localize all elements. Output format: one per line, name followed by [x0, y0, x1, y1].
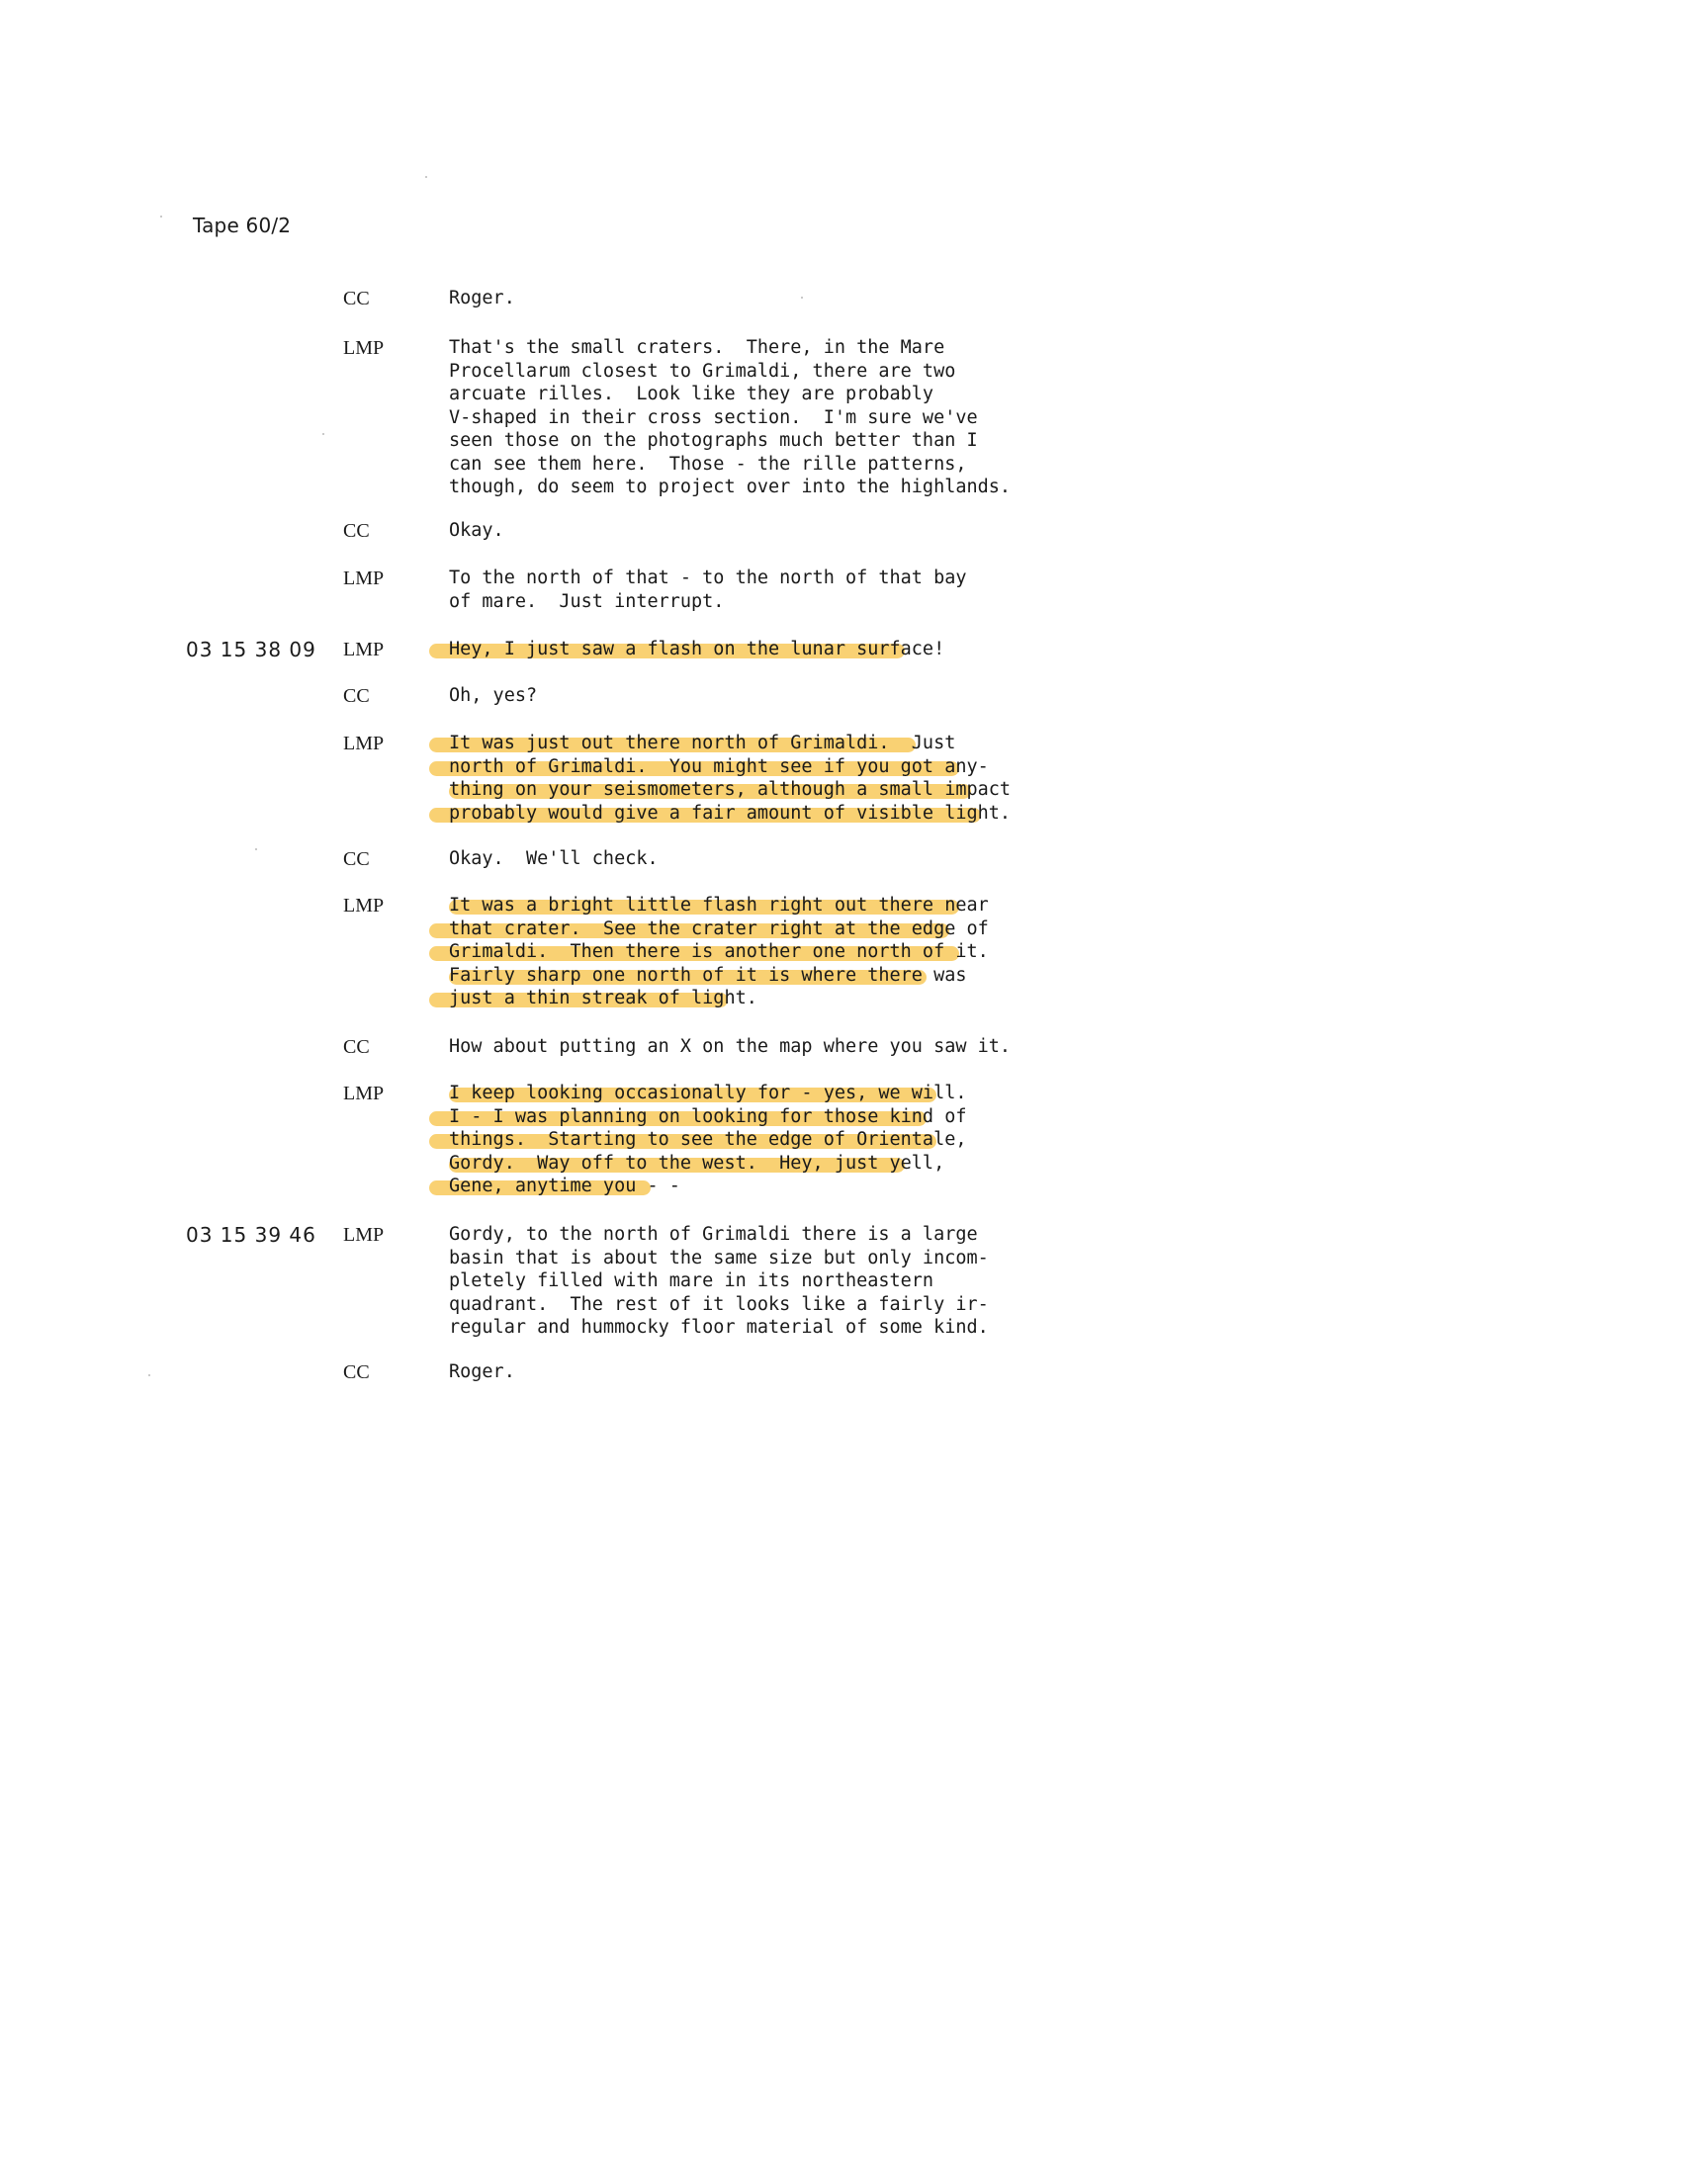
- utterance-text: [449, 847, 1082, 871]
- line-text: though, do seem to project over into the highlands.: [449, 477, 1012, 497]
- highlighted-line: [449, 1082, 1082, 1105]
- utterance-text: [449, 1360, 1082, 1384]
- speaker-label: LMP: [343, 337, 385, 359]
- utterance-text: [449, 894, 1082, 1010]
- line-text: can see them here. Those - the rille patterns,: [449, 453, 967, 475]
- line-text: Fairly sharp one north of it is where there was: [449, 964, 967, 986]
- text-line: [449, 567, 1082, 590]
- text-line: [449, 406, 1082, 430]
- line-text: north of Grimaldi. You might see if you got any-: [449, 755, 989, 777]
- tape-label: Tape 60/2: [193, 214, 292, 237]
- utterance-text: [449, 287, 1082, 310]
- speaker-label: LMP: [343, 639, 385, 660]
- line-text: That's the small craters. There, in the Mare: [449, 337, 945, 358]
- line-text: Roger.: [449, 1361, 515, 1382]
- line-text: V-shaped in their cross section. I'm sure we've: [449, 406, 978, 428]
- speaker-label: CC: [343, 1361, 370, 1383]
- highlighted-line: [449, 894, 1082, 917]
- highlighted-line: [449, 755, 1082, 779]
- speaker-label: LMP: [343, 1224, 385, 1246]
- speaker-label: LMP: [343, 895, 385, 917]
- line-text: Gene, anytime you - -: [449, 1176, 680, 1196]
- text-line: [449, 287, 1082, 310]
- scan-speck: [255, 848, 257, 850]
- line-text: just a thin streak of light.: [449, 988, 757, 1008]
- text-line: [449, 1223, 1082, 1247]
- line-text: Procellarum closest to Grimaldi, there are two: [449, 360, 956, 382]
- line-text: thing on your seismometers, although a small impact: [449, 779, 1012, 800]
- line-text: that crater. See the crater right at the edge of: [449, 917, 989, 939]
- line-text: Grimaldi. Then there is another one north of it.: [449, 941, 989, 962]
- line-text: Gordy. Way off to the west. Hey, just yell,: [449, 1152, 945, 1174]
- speaker-label: CC: [343, 848, 370, 870]
- utterance-text: [449, 684, 1082, 708]
- line-text: How about putting an X on the map where you saw it.: [449, 1036, 1012, 1057]
- scan-speck: [322, 433, 324, 435]
- speaker-label: CC: [343, 288, 370, 309]
- utterance-text: [449, 1223, 1082, 1340]
- line-text: regular and hummocky floor material of some kind.: [449, 1317, 989, 1338]
- speaker-label: LMP: [343, 568, 385, 589]
- line-text: I keep looking occasionally for - yes, we will.: [449, 1083, 967, 1103]
- line-text: probably would give a fair amount of visible light.: [449, 802, 1012, 824]
- scan-speck: [425, 176, 427, 178]
- utterance-text: [449, 1035, 1082, 1059]
- text-line: [449, 429, 1082, 453]
- line-text: Oh, yes?: [449, 685, 538, 706]
- text-line: [449, 476, 1082, 499]
- utterance-text: [449, 1082, 1082, 1198]
- line-text: arcuate rilles. Look like they are probably: [449, 384, 934, 404]
- text-line: [449, 847, 1082, 871]
- scan-speck: [160, 216, 162, 218]
- line-text: Roger.: [449, 288, 515, 308]
- utterance-text: [449, 638, 1082, 661]
- text-line: [449, 1293, 1082, 1317]
- text-line: [449, 1035, 1082, 1059]
- line-text: Hey, I just saw a flash on the lunar surface!: [449, 639, 945, 659]
- text-line: [449, 519, 1082, 543]
- line-text: It was a bright little flash right out there near: [449, 895, 989, 916]
- line-text: pletely filled with mare in its northeastern: [449, 1270, 934, 1291]
- utterance-text: [449, 732, 1082, 825]
- text-line: [449, 1247, 1082, 1270]
- line-text: of mare. Just interrupt.: [449, 590, 725, 612]
- highlighted-line: [449, 638, 1082, 661]
- text-line: [449, 360, 1082, 384]
- line-text: To the north of that - to the north of that bay: [449, 568, 967, 588]
- text-line: [449, 336, 1082, 360]
- line-text: It was just out there north of Grimaldi. Just: [449, 733, 956, 753]
- text-line: [449, 590, 1082, 614]
- highlighted-line: [449, 917, 1082, 941]
- highlighted-line: [449, 1152, 1082, 1176]
- speaker-label: CC: [343, 520, 370, 542]
- line-text: basin that is about the same size but only incom-: [449, 1247, 989, 1268]
- line-text: Okay. We'll check.: [449, 848, 659, 869]
- line-text: quadrant. The rest of it looks like a fairly ir-: [449, 1293, 989, 1315]
- highlighted-line: [449, 940, 1082, 964]
- line-text: Okay.: [449, 520, 504, 541]
- highlighted-line: [449, 1128, 1082, 1152]
- line-text: Gordy, to the north of Grimaldi there is a large: [449, 1224, 978, 1245]
- line-text: seen those on the photographs much better than I: [449, 430, 978, 451]
- utterance-text: [449, 567, 1082, 613]
- text-line: [449, 453, 1082, 477]
- highlighted-line: [449, 987, 1082, 1010]
- highlighted-line: [449, 1105, 1082, 1129]
- line-text: I - I was planning on looking for those kind of: [449, 1105, 967, 1127]
- utterance-text: [449, 336, 1082, 499]
- text-line: [449, 1269, 1082, 1293]
- line-text: things. Starting to see the edge of Orientale,: [449, 1129, 967, 1150]
- speaker-label: CC: [343, 685, 370, 707]
- speaker-label: LMP: [343, 1083, 385, 1104]
- highlighted-line: [449, 778, 1082, 802]
- text-line: [449, 1360, 1082, 1384]
- text-line: [449, 1316, 1082, 1340]
- highlighted-line: [449, 1175, 1082, 1198]
- timestamp: 03 15 39 46: [186, 1223, 316, 1247]
- utterance-text: [449, 519, 1082, 543]
- highlighted-line: [449, 964, 1082, 988]
- text-line: [449, 684, 1082, 708]
- scan-speck: [801, 297, 803, 299]
- highlighted-line: [449, 732, 1082, 755]
- scan-speck: [148, 1374, 150, 1376]
- timestamp: 03 15 38 09: [186, 638, 316, 661]
- highlighted-line: [449, 802, 1082, 826]
- text-line: [449, 383, 1082, 406]
- speaker-label: LMP: [343, 733, 385, 754]
- speaker-label: CC: [343, 1036, 370, 1058]
